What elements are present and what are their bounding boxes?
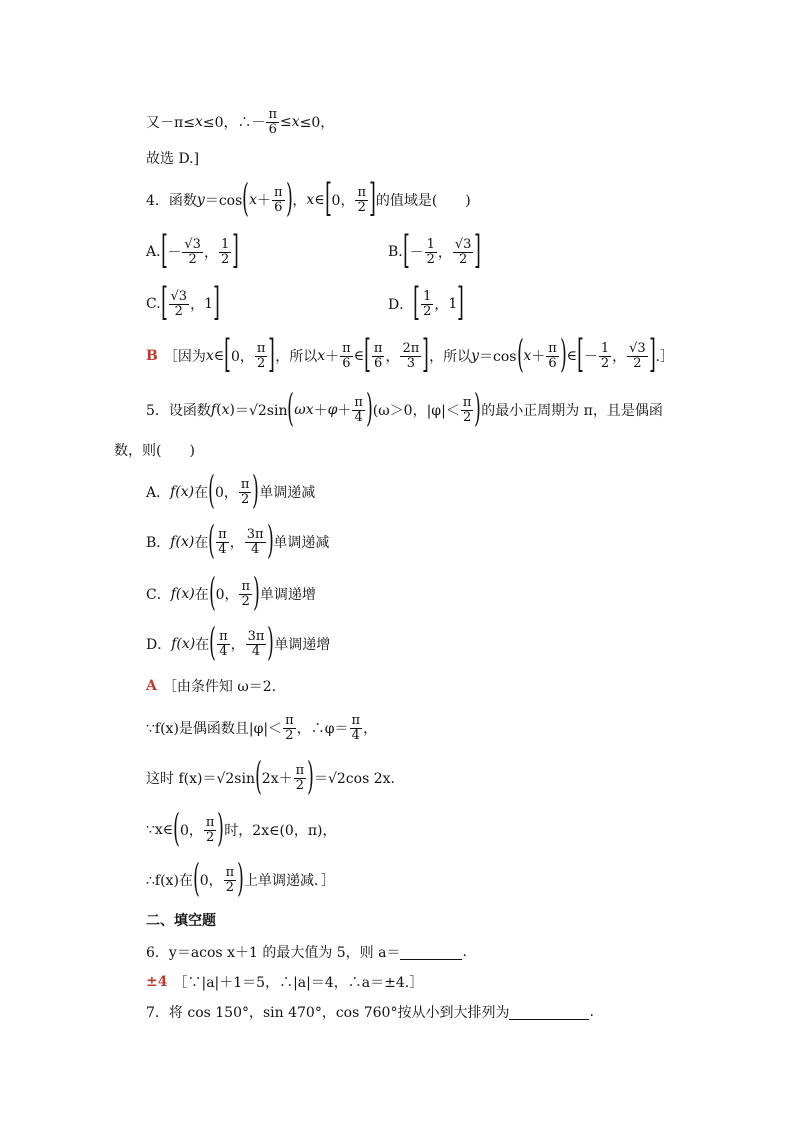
fraction bbox=[255, 342, 268, 370]
q4-option-d[interactable] bbox=[388, 282, 464, 326]
q5-option-d[interactable] bbox=[146, 622, 330, 666]
text: ∴f(x)在 bbox=[146, 873, 193, 889]
numerator: π bbox=[219, 628, 228, 644]
option-label: B. bbox=[388, 244, 403, 260]
right-bracket: ] bbox=[457, 280, 465, 324]
text: ［由条件知 ω＝2. bbox=[162, 679, 277, 695]
text: ， bbox=[230, 637, 245, 653]
left-paren: ( bbox=[242, 176, 250, 220]
text: 0， bbox=[180, 823, 203, 839]
text: 在 bbox=[194, 587, 209, 603]
numerator: π bbox=[256, 340, 266, 356]
text: 0， bbox=[230, 349, 254, 365]
text: 上单调递减．］ bbox=[244, 873, 336, 889]
answer-blank[interactable] bbox=[509, 1005, 589, 1020]
denominator: 4 bbox=[351, 727, 360, 743]
denominator: 2 bbox=[426, 251, 435, 267]
q5-option-c[interactable] bbox=[146, 572, 316, 616]
fraction bbox=[246, 630, 267, 658]
fraction bbox=[283, 714, 296, 742]
text: .］ bbox=[655, 349, 674, 365]
q5-answer-line2 bbox=[146, 706, 377, 750]
left-paren: ( bbox=[208, 570, 216, 614]
fraction bbox=[599, 342, 611, 370]
denominator: 4 bbox=[250, 541, 260, 557]
text: ＋ bbox=[313, 403, 328, 419]
var-y: y bbox=[196, 192, 205, 208]
right-bracket: ] bbox=[648, 332, 656, 376]
numerator: π bbox=[462, 394, 472, 410]
q5-answer bbox=[146, 676, 276, 696]
denominator: 4 bbox=[251, 643, 261, 659]
text: ∈ bbox=[213, 348, 225, 364]
numerator: 1 bbox=[220, 236, 230, 252]
denominator: 2 bbox=[423, 303, 432, 319]
numerator: √3 bbox=[629, 340, 646, 356]
left-paren: ( bbox=[192, 856, 200, 900]
text: 时，2x∈(0，π)， bbox=[224, 823, 337, 839]
phi: φ bbox=[327, 402, 338, 418]
numerator: √3 bbox=[170, 288, 188, 304]
q6-answer bbox=[146, 972, 423, 992]
fraction bbox=[169, 290, 190, 318]
left-paren: ( bbox=[209, 620, 217, 664]
q7-stem bbox=[146, 1002, 594, 1022]
denominator: 2 bbox=[174, 303, 183, 319]
text: 7．将 cos 150°，sin 470°，cos 760°按从小到大排列为 bbox=[146, 1005, 510, 1021]
left-bracket: [ bbox=[413, 280, 420, 324]
right-paren: ) bbox=[267, 620, 275, 664]
option-label: B． bbox=[146, 535, 171, 551]
right-bracket: ] bbox=[268, 332, 276, 376]
var-x: x bbox=[194, 114, 203, 130]
numerator: √3 bbox=[454, 236, 472, 252]
answer-letter: A bbox=[146, 678, 157, 694]
numerator: π bbox=[295, 762, 305, 778]
text: ，所以 bbox=[429, 349, 472, 365]
question-number: 4．函数 bbox=[146, 193, 197, 209]
option-label: D． bbox=[146, 637, 172, 653]
numerator: π bbox=[225, 864, 235, 880]
text: ＝cos bbox=[204, 193, 243, 209]
text: ∈ bbox=[566, 348, 577, 364]
right-bracket: ] bbox=[213, 280, 220, 324]
numerator: π bbox=[268, 106, 278, 122]
numerator: π bbox=[285, 712, 294, 728]
section-heading: 二、填空题 bbox=[146, 913, 216, 929]
q4-option-c[interactable] bbox=[146, 282, 220, 326]
left-paren: ( bbox=[516, 332, 524, 376]
left-bracket: [ bbox=[324, 176, 332, 220]
numerator: π bbox=[548, 340, 557, 356]
denominator: 2 bbox=[462, 409, 472, 425]
var-x: x bbox=[221, 402, 230, 418]
fraction bbox=[272, 186, 285, 214]
fraction bbox=[239, 580, 252, 608]
text: 这时 f(x)＝√2sin bbox=[146, 771, 255, 787]
denominator: 6 bbox=[268, 121, 277, 137]
numerator: π bbox=[357, 184, 366, 200]
left-paren: ( bbox=[173, 806, 180, 850]
right-bracket: ] bbox=[369, 176, 376, 220]
var-y: y bbox=[471, 348, 480, 364]
text: ＋ bbox=[337, 403, 352, 419]
text: 0， bbox=[331, 193, 355, 209]
text: ≤ bbox=[280, 114, 292, 130]
option-label: C． bbox=[146, 587, 171, 603]
numerator: π bbox=[240, 476, 250, 492]
section-title bbox=[146, 910, 216, 930]
left-bracket: [ bbox=[577, 332, 584, 376]
left-bracket: [ bbox=[402, 228, 410, 272]
numerator: π bbox=[205, 814, 215, 830]
denominator: 6 bbox=[342, 355, 351, 371]
text: ， bbox=[434, 297, 449, 313]
text: 2x＋ bbox=[261, 771, 293, 787]
text: (ω＞0，|φ|＜ bbox=[372, 403, 460, 419]
fraction bbox=[372, 342, 385, 370]
numerator: 3π bbox=[246, 526, 264, 542]
denominator: 2 bbox=[220, 251, 230, 267]
fraction bbox=[453, 238, 474, 266]
var-f: f bbox=[210, 402, 217, 418]
sol3-line1 bbox=[146, 102, 334, 142]
text: 0， bbox=[199, 873, 223, 889]
text: ＝√2cos 2x. bbox=[313, 771, 395, 787]
answer-blank[interactable] bbox=[400, 945, 462, 960]
text: ， bbox=[437, 245, 452, 261]
text: － bbox=[167, 245, 182, 261]
right-paren: ) bbox=[253, 570, 260, 614]
denominator: 4 bbox=[354, 409, 363, 425]
denominator: 4 bbox=[218, 541, 227, 557]
left-bracket: [ bbox=[160, 228, 168, 272]
right-paren: ) bbox=[237, 856, 244, 900]
left-bracket: [ bbox=[364, 332, 371, 376]
denominator: 2 bbox=[600, 355, 610, 371]
fraction bbox=[350, 714, 363, 742]
denominator: 6 bbox=[274, 199, 283, 215]
fraction bbox=[224, 866, 237, 894]
q5-option-a[interactable] bbox=[146, 470, 315, 514]
denominator: 2 bbox=[257, 355, 266, 371]
numerator: 2π bbox=[402, 340, 420, 356]
q5-answer-line5 bbox=[146, 858, 335, 902]
fraction bbox=[546, 342, 559, 370]
var-x: x bbox=[291, 114, 300, 130]
denominator: 2 bbox=[188, 251, 197, 267]
question-number: 5．设函数 bbox=[146, 403, 211, 419]
text: ＋ bbox=[531, 349, 546, 365]
option-label: A. bbox=[146, 244, 161, 260]
text: ∈ bbox=[314, 192, 325, 208]
text: 故选 D.] bbox=[146, 151, 200, 167]
text: 在 bbox=[195, 637, 210, 653]
q5-answer-line3 bbox=[146, 756, 395, 800]
fraction bbox=[421, 290, 433, 318]
right-bracket: ] bbox=[232, 228, 239, 272]
numerator: π bbox=[373, 340, 383, 356]
fraction bbox=[400, 342, 421, 370]
denominator: 2 bbox=[206, 829, 215, 845]
right-paren: ) bbox=[559, 332, 567, 376]
fraction bbox=[266, 108, 279, 136]
var-x: x bbox=[249, 192, 258, 208]
numerator: π bbox=[351, 712, 361, 728]
fraction bbox=[204, 816, 217, 844]
numerator: 1 bbox=[426, 236, 435, 252]
text: ， bbox=[190, 297, 205, 313]
fraction bbox=[219, 238, 231, 266]
text: 1 bbox=[204, 296, 213, 312]
var-x: x bbox=[205, 348, 214, 364]
numerator: 1 bbox=[423, 288, 432, 304]
right-paren: ) bbox=[285, 176, 293, 220]
numerator: π bbox=[342, 340, 351, 356]
text: 在 bbox=[194, 535, 209, 551]
right-paren: ) bbox=[266, 518, 274, 562]
text: ＝cos bbox=[479, 349, 517, 365]
denominator: 2 bbox=[357, 199, 366, 215]
fraction bbox=[216, 528, 229, 556]
text: ∵f(x)是偶函数且|φ|＜ bbox=[146, 721, 283, 737]
fraction bbox=[182, 238, 203, 266]
numerator: 1 bbox=[600, 340, 610, 356]
fraction bbox=[239, 478, 252, 506]
fraction bbox=[340, 342, 353, 370]
left-paren: ( bbox=[208, 468, 215, 512]
text: ， bbox=[612, 349, 627, 365]
denominator: 2 bbox=[295, 777, 305, 793]
fraction bbox=[355, 186, 368, 214]
numerator: π bbox=[274, 184, 283, 200]
text: ＋ bbox=[325, 349, 340, 365]
denominator: 2 bbox=[633, 355, 642, 371]
text: 单调递减 bbox=[259, 485, 316, 501]
text: ∵x∈ bbox=[146, 822, 174, 838]
fx: f(x) bbox=[171, 636, 196, 652]
denominator: 2 bbox=[459, 251, 468, 267]
left-bracket: [ bbox=[160, 280, 168, 324]
right-bracket: ] bbox=[474, 228, 482, 272]
q5-answer-line4 bbox=[146, 808, 337, 852]
numerator: π bbox=[218, 526, 227, 542]
fraction bbox=[352, 396, 365, 424]
text: ， bbox=[229, 535, 244, 551]
left-bracket: [ bbox=[224, 332, 231, 376]
text: ∈ bbox=[353, 348, 365, 364]
text: － bbox=[583, 349, 598, 365]
text: ， bbox=[203, 245, 218, 261]
fx: f(x) bbox=[170, 534, 195, 550]
text: － bbox=[409, 245, 424, 261]
q4-option-a[interactable] bbox=[146, 230, 239, 274]
text: ， bbox=[385, 349, 400, 365]
answer-letter: B bbox=[146, 348, 158, 364]
text: ， bbox=[292, 193, 307, 209]
option-label: A． bbox=[146, 485, 171, 501]
denominator: 3 bbox=[406, 355, 415, 371]
q4-option-b[interactable] bbox=[388, 230, 481, 274]
text: 的值域是( ) bbox=[375, 193, 471, 209]
var-x: x bbox=[523, 348, 532, 364]
numerator: √3 bbox=[184, 236, 201, 252]
fraction bbox=[245, 528, 266, 556]
text: ，∴φ＝ bbox=[296, 721, 349, 737]
text: 0， bbox=[214, 485, 238, 501]
fx: f(x) bbox=[170, 586, 195, 602]
q4-answer bbox=[146, 334, 674, 378]
fraction bbox=[217, 630, 230, 658]
omega-x: ωx bbox=[294, 402, 314, 418]
text: ［∵|a|＋1＝5，∴|a|＝4，∴a＝±4.］ bbox=[173, 975, 424, 991]
denominator: 6 bbox=[374, 355, 383, 371]
left-paren: ( bbox=[255, 754, 262, 798]
q5-stem: 5．设函数 f ( x ) ＝√2sin ( ωx ＋ φ ＋ $\frac{\pi}{4}$ ) (ω＞0，|φ|＜ $\frac{\pi}{2}$ ) 的最小正周期为 π，且是偶函 bbox=[146, 386, 663, 430]
q5-stem-cont bbox=[114, 440, 195, 460]
numerator: π bbox=[354, 394, 363, 410]
q5-option-b[interactable] bbox=[146, 520, 329, 564]
numerator: 3π bbox=[247, 628, 265, 644]
right-paren: ) bbox=[366, 386, 373, 430]
option-label: C. bbox=[146, 296, 161, 312]
text: 又－π≤ bbox=[146, 115, 195, 131]
denominator: 2 bbox=[241, 491, 250, 507]
text: 6．y＝acos x＋1 的最大值为 5，则 a＝ bbox=[146, 945, 401, 961]
text: ＝√2sin bbox=[234, 403, 288, 419]
fraction bbox=[294, 764, 307, 792]
q4-stem bbox=[146, 176, 471, 220]
text: ，所以 bbox=[275, 349, 318, 365]
text: 1 bbox=[448, 296, 458, 312]
text: 在 bbox=[194, 485, 209, 501]
text: . bbox=[589, 1004, 594, 1020]
fraction bbox=[627, 342, 648, 370]
right-paren: ) bbox=[474, 386, 482, 430]
fraction bbox=[461, 396, 474, 424]
answer-value: ±4 bbox=[146, 974, 168, 990]
text: ［因为 bbox=[163, 349, 206, 365]
q6-stem bbox=[146, 942, 467, 962]
fx: f(x) bbox=[170, 484, 195, 500]
text: . bbox=[462, 944, 467, 960]
text: ， bbox=[363, 721, 378, 737]
denominator: 2 bbox=[225, 879, 235, 895]
text: ＋ bbox=[257, 193, 272, 209]
denominator: 2 bbox=[285, 727, 294, 743]
numerator: π bbox=[241, 578, 251, 594]
text: 单调递减 bbox=[273, 535, 330, 551]
text: 单调递增 bbox=[274, 637, 331, 653]
denominator: 6 bbox=[548, 355, 557, 371]
text: 0， bbox=[215, 587, 239, 603]
var-x: x bbox=[306, 192, 315, 208]
left-paren: ( bbox=[287, 386, 295, 430]
text: ≤0， bbox=[299, 115, 335, 131]
text: 单调递增 bbox=[259, 587, 316, 603]
right-bracket: ] bbox=[422, 332, 430, 376]
sol3-line2 bbox=[146, 148, 199, 168]
right-paren: ) bbox=[217, 806, 225, 850]
right-paren: ) bbox=[252, 468, 260, 512]
text: ≤0，∴－ bbox=[202, 115, 266, 131]
option-label: D． bbox=[388, 297, 414, 313]
left-paren: ( bbox=[208, 518, 216, 562]
text: 的最小正周期为 π，且是偶函 bbox=[481, 403, 663, 419]
right-paren: ) bbox=[307, 754, 314, 798]
fraction bbox=[425, 238, 437, 266]
denominator: 4 bbox=[219, 643, 228, 659]
var-x: x bbox=[317, 348, 326, 364]
text: 数，则( ) bbox=[114, 443, 195, 459]
denominator: 2 bbox=[241, 593, 250, 609]
